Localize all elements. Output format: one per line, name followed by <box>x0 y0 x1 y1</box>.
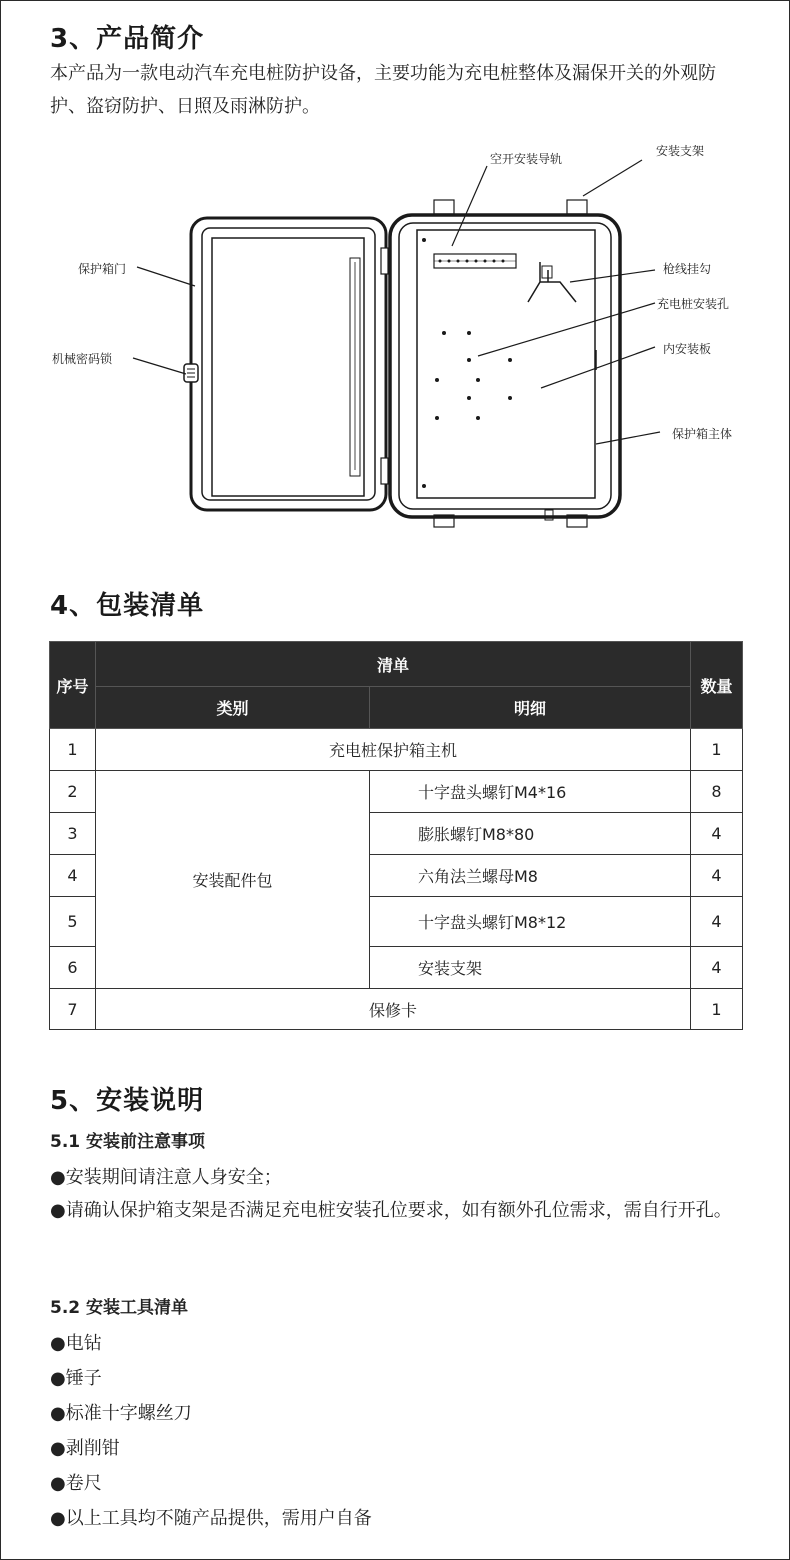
row-index: 2 <box>50 771 96 813</box>
row-index: 6 <box>50 947 96 989</box>
header-index: 序号 <box>50 642 96 729</box>
row-index: 3 <box>50 813 96 855</box>
row-qty: 4 <box>691 855 743 897</box>
row-index: 1 <box>50 729 96 771</box>
list-item: ●锤子 <box>50 1368 102 1389</box>
row-name: 保修卡 <box>96 989 691 1030</box>
subsection-5-1-title: 5.1 安装前注意事项 <box>50 1132 206 1152</box>
section-4-heading: 4、包装清单 <box>50 591 205 621</box>
row-index: 4 <box>50 855 96 897</box>
section-5-heading: 5、安装说明 <box>50 1086 205 1116</box>
row-detail: 安装支架 <box>370 947 691 989</box>
header-detail: 明细 <box>370 687 691 729</box>
label-holes: 充电桩安装孔 <box>657 297 730 311</box>
section-3-paragraph: 本产品为一款电动汽车充电桩防护设备，主要功能为充电桩整体及漏保开关的外观防护、盗窃防护、日照及雨淋防护。 <box>50 63 716 117</box>
label-bracket: 安装支架 <box>656 144 705 158</box>
list-item: ●请确认保护箱支架是否满足充电桩安装孔位要求，如有额外孔位需求，需自行开孔。 <box>50 1200 732 1221</box>
list-item: ●电钻 <box>50 1333 102 1354</box>
label-plate: 内安装板 <box>663 342 712 356</box>
list-item: ●以上工具均不随产品提供，需用户自备 <box>50 1508 372 1529</box>
label-rail: 空开安装导轨 <box>490 152 563 166</box>
header-list: 清单 <box>96 642 691 687</box>
row-detail: 六角法兰螺母M8 <box>370 855 691 897</box>
list-item: ●标准十字螺丝刀 <box>50 1403 192 1424</box>
subsection-5-2-title: 5.2 安装工具清单 <box>50 1298 189 1318</box>
row-index: 7 <box>50 989 96 1030</box>
row-index: 5 <box>50 897 96 947</box>
row-qty: 4 <box>691 897 743 947</box>
table-row <box>50 729 743 771</box>
list-item: ●剥削钳 <box>50 1438 120 1459</box>
protection-box-drawing <box>184 200 620 527</box>
mounting-holes <box>422 238 512 488</box>
list-item: ●安装期间请注意人身安全； <box>50 1167 282 1188</box>
header-qty: 数量 <box>691 642 743 729</box>
row-qty: 1 <box>691 729 743 771</box>
table-row <box>50 989 743 1030</box>
row-detail: 十字盘头螺钉M8*12 <box>370 897 691 947</box>
packing-list-table <box>49 641 743 1030</box>
row-name: 充电桩保护箱主机 <box>96 729 691 771</box>
label-lock: 机械密码锁 <box>52 352 113 366</box>
row-qty: 4 <box>691 813 743 855</box>
row-qty: 4 <box>691 947 743 989</box>
header-category: 类别 <box>96 687 370 729</box>
protection-box-diagram <box>0 130 790 530</box>
label-hook: 枪线挂勾 <box>663 262 712 276</box>
row-qty: 8 <box>691 771 743 813</box>
table-row <box>50 771 743 813</box>
row-detail: 十字盘头螺钉M4*16 <box>370 771 691 813</box>
row-qty: 1 <box>691 989 743 1030</box>
label-door: 保护箱门 <box>78 262 127 276</box>
accessory-category: 安装配件包 <box>96 771 370 989</box>
label-body: 保护箱主体 <box>672 427 733 441</box>
section-3-heading: 3、产品简介 <box>50 24 205 54</box>
row-detail: 膨胀螺钉M8*80 <box>370 813 691 855</box>
list-item: ●卷尺 <box>50 1473 102 1494</box>
